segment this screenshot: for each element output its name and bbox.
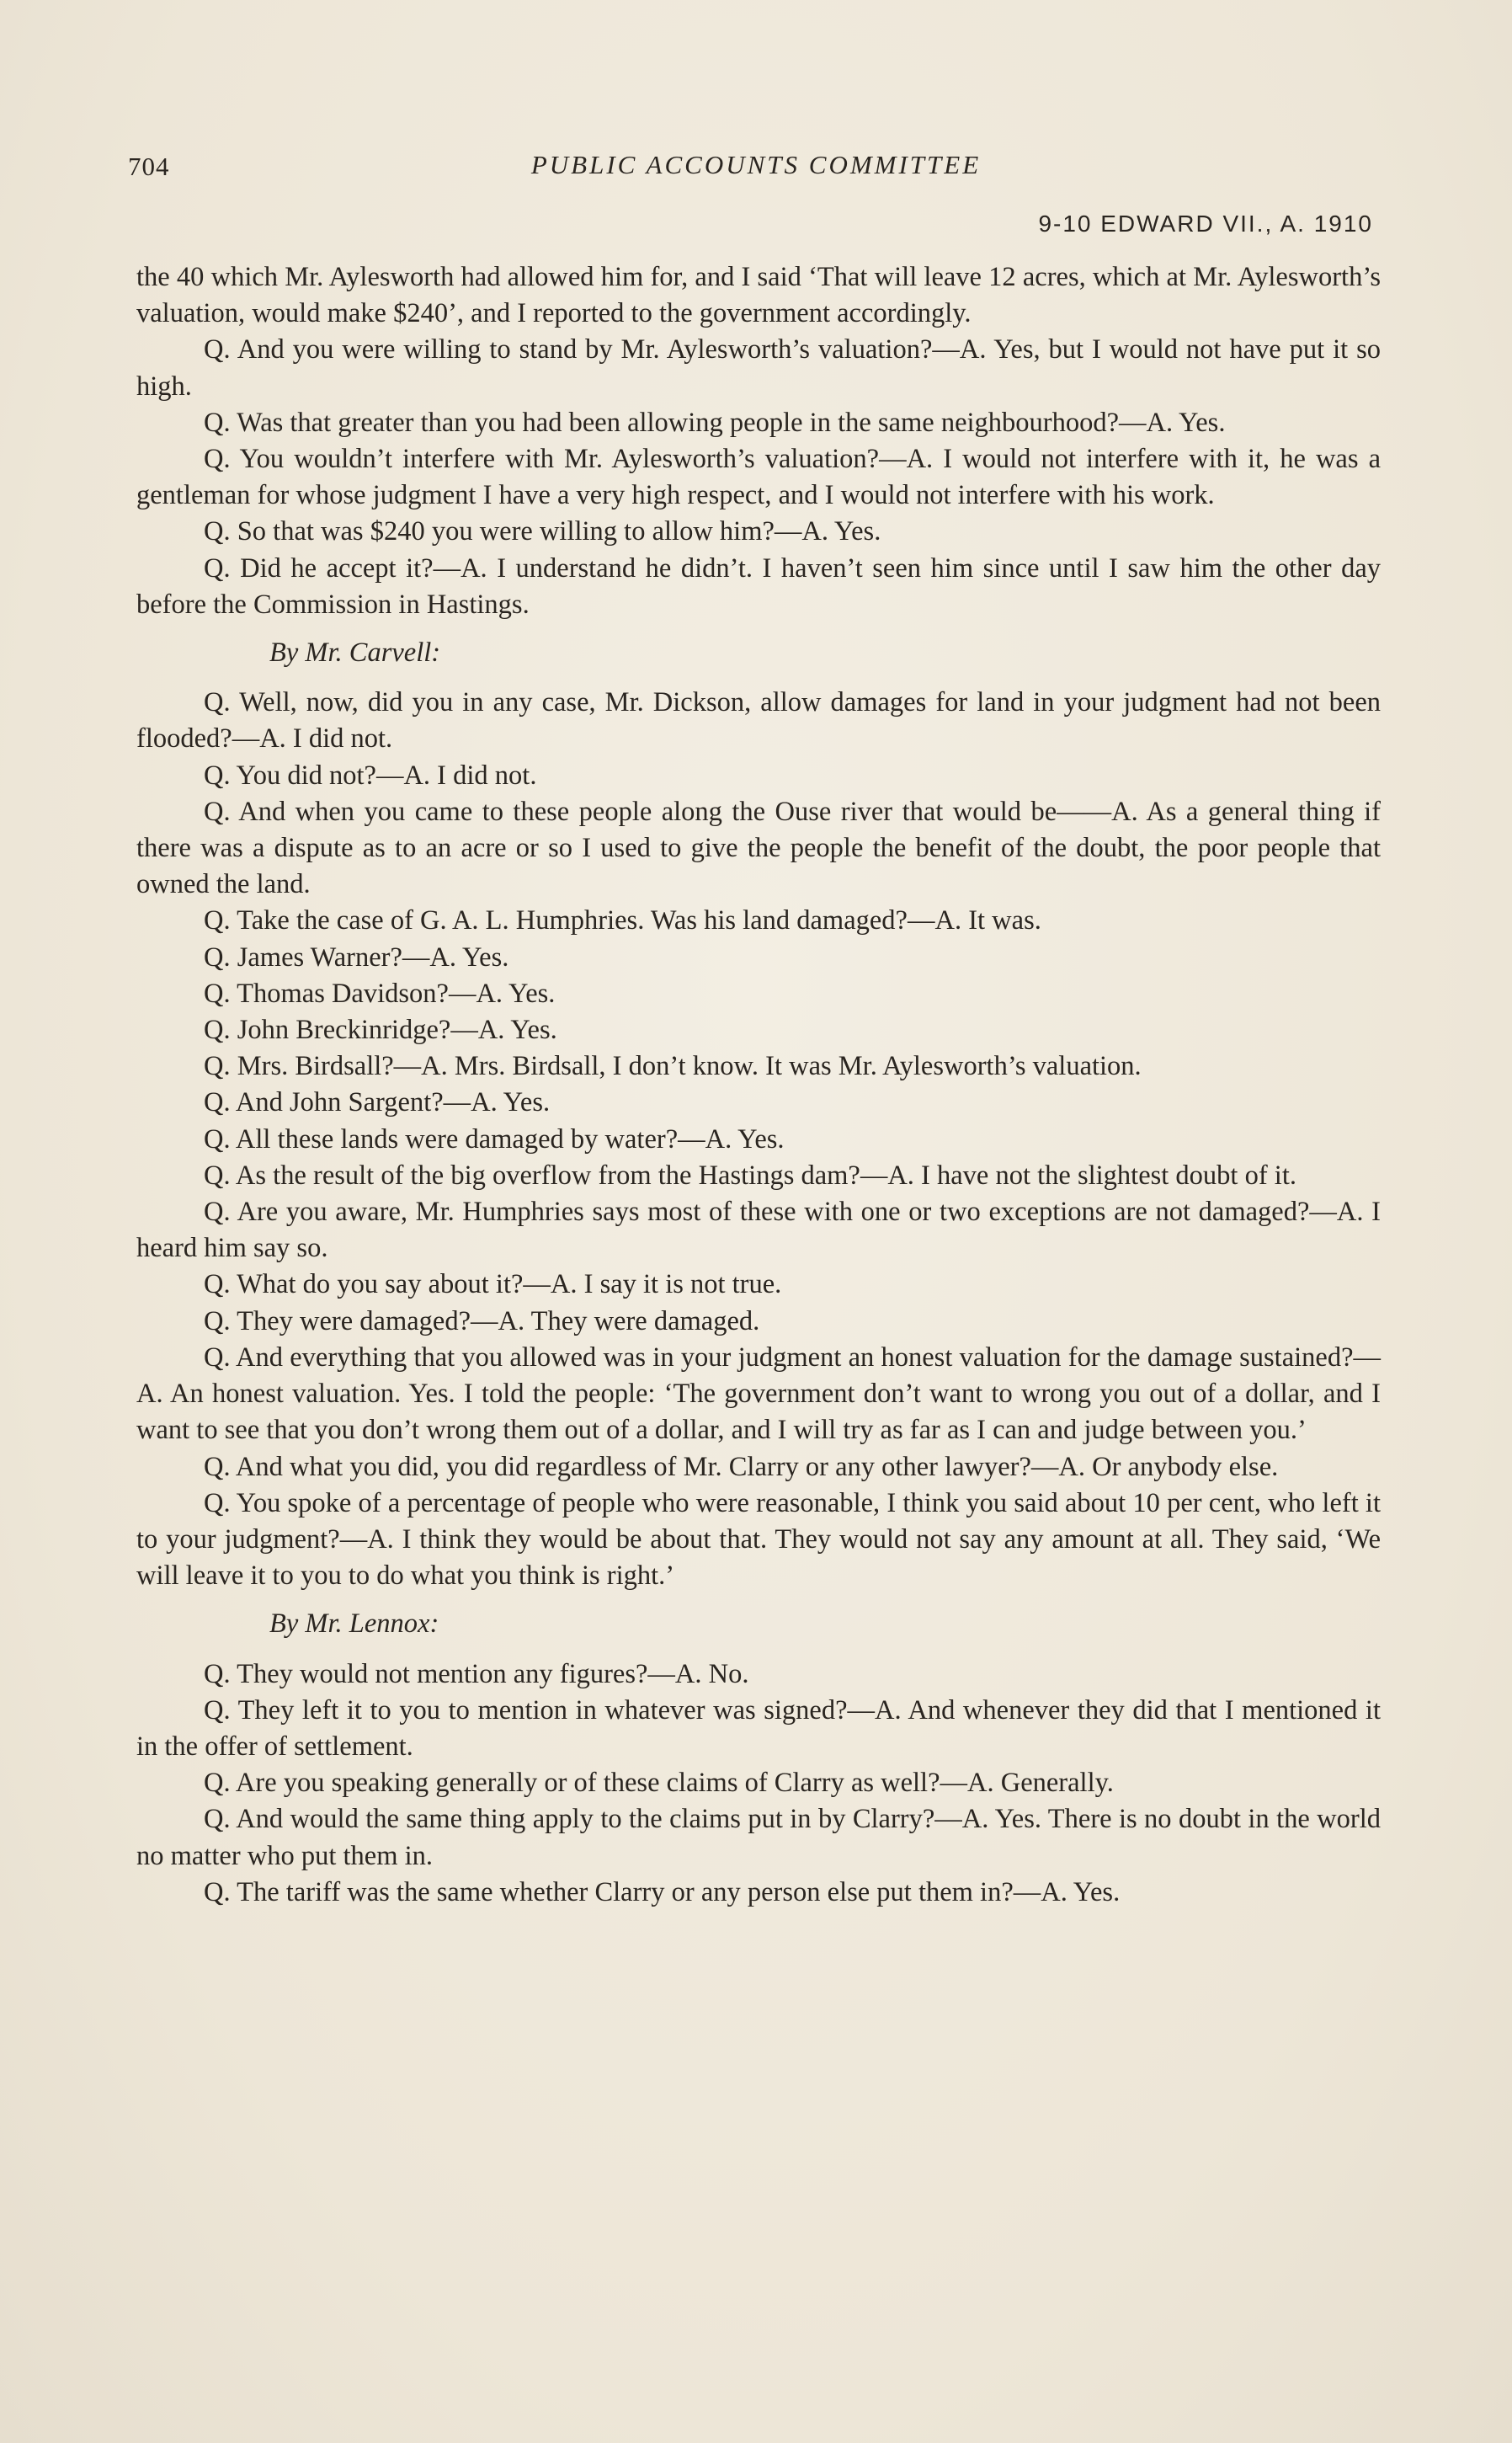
speaker-heading: By Mr. Lennox: — [269, 1608, 439, 1640]
question-answer: Q. Take the case of G. A. L. Humphries. Was his land damaged?—A. It was. — [204, 905, 1041, 936]
question-answer: Q. John Breckinridge?—A. Yes. — [204, 1015, 557, 1046]
question-answer: Q. Well, now, did you in any case, Mr. Dickson, allow damages for land in your judgment had not been flooded?—A. I did not. — [136, 687, 1381, 755]
question-answer: Q. Was that greater than you had been allowing people in the same neighbourhood?—A. Yes. — [204, 407, 1226, 438]
question-answer: Q. And would the same thing apply to the claims put in by Clarry?—A. Yes. There is no doubt in the world no matter who put them in. — [136, 1804, 1381, 1871]
question-answer: Q. Did he accept it?—A. I understand he didn’t. I haven’t seen him since until I saw him the other day before the Commission in Hastings. — [136, 552, 1381, 620]
sessional-citation: 9-10 EDWARD VII., A. 1910 — [1038, 211, 1373, 237]
continuation-paragraph: the 40 which Mr. Aylesworth had allowed him for, and I said ‘That will leave 12 acres, which at Mr. Aylesworth’s valuation, would make $240’, and I reported to the government accordingly. — [136, 262, 1381, 329]
question-answer: Q. They left it to you to mention in whatever was signed?—A. And whenever they did that I mentioned it in the offer of settlement. — [136, 1694, 1381, 1762]
question-answer: Q. And everything that you allowed was in your judgment an honest valuation for the damage sustained?—A. An honest valuation. Yes. I told the people: ‘The government don’t want to wrong you out of a dollar, and I want to see that you don’t wrong them out of a dollar, and I will try as far as I can and judge between you.’ — [136, 1342, 1381, 1446]
speaker-heading: By Mr. Carvell: — [269, 637, 441, 669]
question-answer: Q. And when you came to these people along the Ouse river that would be——A. As a general thing if there was a dispute as to an acre or so I used to give the people the benefit of the doubt, the poor people that owned the land. — [136, 796, 1381, 900]
question-answer: Q. James Warner?—A. Yes. — [204, 941, 509, 973]
question-answer: Q. You wouldn’t interfere with Mr. Aylesworth’s valuation?—A. I would not interfere with it, he was a gentleman for whose judgment I have a very high respect, and I would not interfere with his work. — [136, 444, 1381, 511]
question-answer: Q. Are you speaking generally or of these claims of Clarry as well?—A. Generally. — [204, 1768, 1114, 1799]
transcript-body — [136, 259, 1381, 1911]
question-answer: Q. All these lands were damaged by water?—A. Yes. — [204, 1123, 785, 1155]
question-answer: Q. What do you say about it?—A. I say it is not true. — [204, 1269, 782, 1300]
question-answer: Q. And you were willing to stand by Mr. Aylesworth’s valuation?—A. Yes, but I would not have put it so high. — [136, 334, 1381, 402]
question-answer: Q. Mrs. Birdsall?—A. Mrs. Birdsall, I don’t know. It was Mr. Aylesworth’s valuation. — [204, 1051, 1142, 1082]
question-answer: Q. So that was $240 you were willing to allow him?—A. Yes. — [204, 516, 881, 547]
question-answer: Q. As the result of the big overflow from the Hastings dam?—A. I have not the slightest doubt of it. — [204, 1160, 1296, 1191]
question-answer: Q. You spoke of a percentage of people who were reasonable, I think you said about 10 per cent, who left it to your judgment?—A. I think they would be about that. They would not say any amount at all. They said, ‘We will leave it to you to do what you think is right.’ — [136, 1487, 1381, 1592]
question-answer: Q. And John Sargent?—A. Yes. — [204, 1087, 551, 1118]
running-title: PUBLIC ACCOUNTS COMMITTEE — [530, 150, 982, 179]
question-answer: Q. You did not?—A. I did not. — [204, 760, 537, 791]
question-answer: Q. Thomas Davidson?—A. Yes. — [204, 978, 556, 1009]
question-answer: Q. They were damaged?—A. They were damaged. — [204, 1305, 760, 1336]
page-number: 704 — [128, 152, 170, 181]
question-answer: Q. Are you aware, Mr. Humphries says most of these with one or two exceptions are not damaged?—A. I heard him say so. — [136, 1197, 1381, 1264]
question-answer: Q. The tariff was the same whether Clarry or any person else put them in?—A. Yes. — [204, 1876, 1121, 1907]
question-answer: Q. They would not mention any figures?—A. No. — [204, 1658, 749, 1689]
question-answer: Q. And what you did, you did regardless of Mr. Clarry or any other lawyer?—A. Or anybody else. — [204, 1451, 1279, 1482]
